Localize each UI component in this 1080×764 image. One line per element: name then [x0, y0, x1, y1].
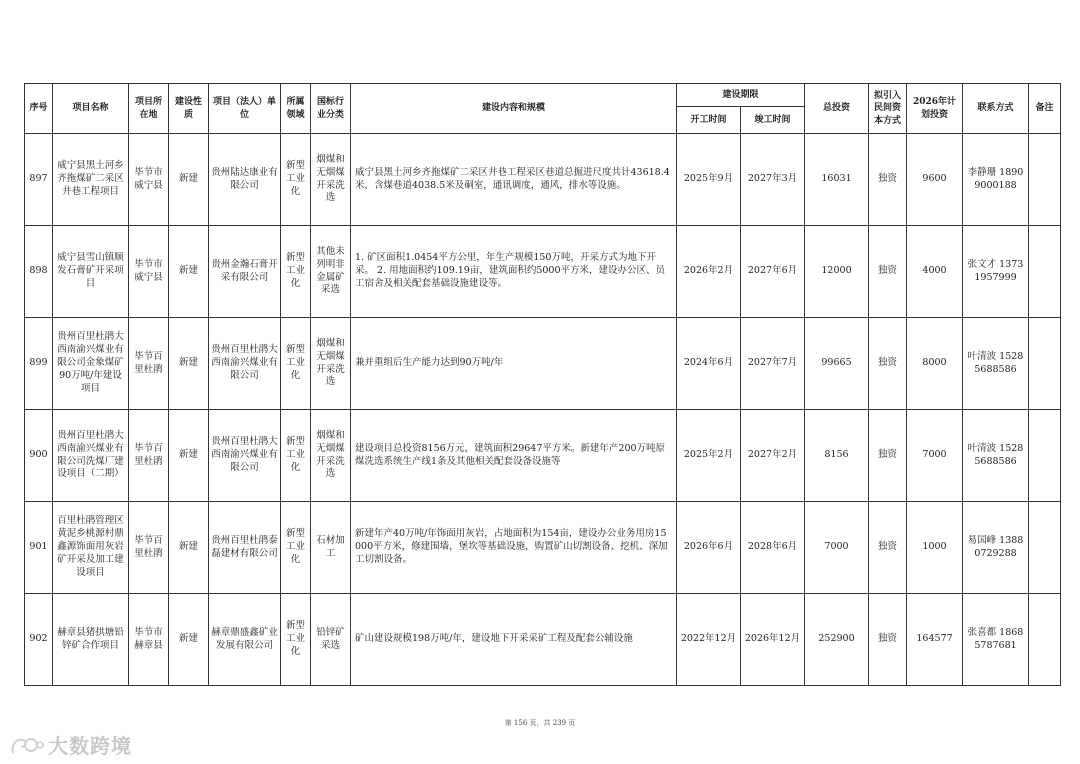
cell-contact: 张文才 13731957999 [963, 226, 1029, 318]
cell-nature: 新建 [169, 502, 209, 594]
cell-field: 新型工业化 [281, 226, 311, 318]
cell-owner: 贵州百里杜鹃大西南渝兴煤业有限公司 [209, 318, 281, 410]
cell-name: 威宁县黑土河乡齐拖煤矿二采区井巷工程项目 [53, 134, 129, 226]
cell-field: 新型工业化 [281, 410, 311, 502]
cell-plan2026: 8000 [907, 318, 963, 410]
header-owner: 项目（法人）单位 [209, 84, 281, 134]
cell-capital: 独资 [869, 502, 907, 594]
cell-owner: 贵州金瀚石膏开采有限公司 [209, 226, 281, 318]
cell-content: 建设项目总投资8156万元，建筑面积29647平方米。新建年产200万吨原煤洗选系统生产线1条及其他相关配套设备设施等 [351, 410, 677, 502]
cell-field: 新型工业化 [281, 134, 311, 226]
cell-remark [1029, 594, 1061, 686]
cell-start: 2025年9月 [677, 134, 741, 226]
watermark [10, 730, 132, 759]
header-remark: 备注 [1029, 84, 1061, 134]
header-period: 建设期限 [677, 84, 805, 107]
table-row [25, 318, 1061, 410]
cell-location: 毕节市威宁县 [129, 226, 169, 318]
cell-content: 威宁县黑土河乡齐拖煤矿二采区井巷工程采区巷道总掘进尺度共计43618.4米，含煤巷道4038.5米及硐室，通讯调度，通风，排水等设施。 [351, 134, 677, 226]
cell-capital: 独资 [869, 318, 907, 410]
cell-remark [1029, 502, 1061, 594]
table-row [25, 134, 1061, 226]
cell-name: 贵州百里杜鹃大西南渝兴煤业有限公司洗煤厂建设项目（二期） [53, 410, 129, 502]
cell-investment: 12000 [805, 226, 869, 318]
cell-name: 威宁县雪山镇顺发石膏矿开采项目 [53, 226, 129, 318]
cell-content: 新建年产40万吨/年饰面用灰岩，占地面积为154亩，建设办公业务用房15000平方米，修建围墙，堡坎等基础设施，购置矿山切割设备、挖机、深加工切割设备。 [351, 502, 677, 594]
cell-end: 2028年6月 [741, 502, 805, 594]
cell-content: 兼并重组后生产能力达到90万吨/年 [351, 318, 677, 410]
cell-capital: 独资 [869, 594, 907, 686]
cell-nature: 新建 [169, 318, 209, 410]
cell-owner: 贵州陆达康业有限公司 [209, 134, 281, 226]
cell-location: 毕节百里杜鹃 [129, 502, 169, 594]
cell-nature: 新建 [169, 594, 209, 686]
cell-seq: 901 [25, 502, 53, 594]
header-industry: 国标行业分类 [311, 84, 351, 134]
cell-investment: 252900 [805, 594, 869, 686]
cell-start: 2026年2月 [677, 226, 741, 318]
cell-end: 2027年3月 [741, 134, 805, 226]
cell-industry: 其他未列明非金属矿采选 [311, 226, 351, 318]
header-plan2026: 2026年计划投资 [907, 84, 963, 134]
cell-nature: 新建 [169, 226, 209, 318]
watermark-text: 大数跨境 [48, 734, 132, 758]
header-field: 所属领域 [281, 84, 311, 134]
cell-field: 新型工业化 [281, 594, 311, 686]
cell-nature: 新建 [169, 134, 209, 226]
header-nature: 建设性质 [169, 84, 209, 134]
header-location: 项目所在地 [129, 84, 169, 134]
cell-location: 毕节百里杜鹃 [129, 410, 169, 502]
cell-owner: 赫章鼎盛鑫矿业发展有限公司 [209, 594, 281, 686]
cell-remark [1029, 410, 1061, 502]
header-end: 竣工时间 [741, 107, 805, 134]
cell-nature: 新建 [169, 410, 209, 502]
cell-plan2026: 7000 [907, 410, 963, 502]
cell-name: 百里杜鹃管理区黄泥乡桃源村鼎鑫源饰面用灰岩矿开采及加工建设项目 [53, 502, 129, 594]
cell-investment: 8156 [805, 410, 869, 502]
cell-location: 毕节市赫章县 [129, 594, 169, 686]
cell-location: 毕节百里杜鹃 [129, 318, 169, 410]
cell-industry: 烟煤和无烟煤开采洗选 [311, 318, 351, 410]
cell-plan2026: 164577 [907, 594, 963, 686]
cell-industry: 烟煤和无烟煤开采洗选 [311, 410, 351, 502]
cell-start: 2025年2月 [677, 410, 741, 502]
table-row [25, 502, 1061, 594]
header-contact: 联系方式 [963, 84, 1029, 134]
header-name: 项目名称 [53, 84, 129, 134]
cell-owner: 贵州百里杜鹃大西南渝兴煤业有限公司 [209, 410, 281, 502]
project-table [24, 83, 1061, 686]
cell-contact: 张喜都 18685787681 [963, 594, 1029, 686]
cell-seq: 897 [25, 134, 53, 226]
cell-end: 2027年7月 [741, 318, 805, 410]
table-row [25, 226, 1061, 318]
cell-contact: 叶清波 15285688586 [963, 318, 1029, 410]
cell-start: 2022年12月 [677, 594, 741, 686]
cell-capital: 独资 [869, 410, 907, 502]
cell-investment: 99665 [805, 318, 869, 410]
cell-contact: 易国峰 13880729288 [963, 502, 1029, 594]
cell-seq: 902 [25, 594, 53, 686]
cell-owner: 贵州百里杜鹃泰磊建材有限公司 [209, 502, 281, 594]
cell-field: 新型工业化 [281, 502, 311, 594]
cell-location: 毕节市威宁县 [129, 134, 169, 226]
cell-investment: 16031 [805, 134, 869, 226]
cell-name: 贵州百里杜鹃大西南渝兴煤业有限公司金象煤矿90万吨/年建设项目 [53, 318, 129, 410]
cell-investment: 7000 [805, 502, 869, 594]
table-row [25, 594, 1061, 686]
cell-field: 新型工业化 [281, 318, 311, 410]
cell-start: 2024年6月 [677, 318, 741, 410]
page-number: 第 156 页，共 239 页 [504, 719, 576, 727]
header-capital: 拟引入民间资本方式 [869, 84, 907, 134]
cell-seq: 899 [25, 318, 53, 410]
watermark-logo-icon [10, 734, 44, 756]
cell-remark [1029, 318, 1061, 410]
header-start: 开工时间 [677, 107, 741, 134]
header-seq: 序号 [25, 84, 53, 134]
cell-plan2026: 4000 [907, 226, 963, 318]
cell-plan2026: 1000 [907, 502, 963, 594]
cell-remark [1029, 226, 1061, 318]
cell-contact: 李静珊 18909000188 [963, 134, 1029, 226]
cell-end: 2027年6月 [741, 226, 805, 318]
cell-start: 2026年6月 [677, 502, 741, 594]
cell-plan2026: 9600 [907, 134, 963, 226]
cell-seq: 900 [25, 410, 53, 502]
cell-content: 矿山建设规模198万吨/年，建设地下开采采矿工程及配套公辅设施 [351, 594, 677, 686]
cell-name: 赫章县猪拱塘铅锌矿合作项目 [53, 594, 129, 686]
cell-industry: 烟煤和无烟煤开采洗选 [311, 134, 351, 226]
cell-remark [1029, 134, 1061, 226]
cell-industry: 石材加工 [311, 502, 351, 594]
cell-end: 2026年12月 [741, 594, 805, 686]
cell-content: 1. 矿区面积1.0454平方公里，年生产规模150万吨，开采方式为地下开采。 2. 用地面积约109.19亩，建筑面积约5000平方米，建设办公区、员工宿舍及相关配套基础设施建设等。 [351, 226, 677, 318]
cell-capital: 独资 [869, 226, 907, 318]
cell-capital: 独资 [869, 134, 907, 226]
cell-industry: 铅锌矿采选 [311, 594, 351, 686]
cell-contact: 叶清波 15285688586 [963, 410, 1029, 502]
cell-seq: 898 [25, 226, 53, 318]
header-content: 建设内容和规模 [351, 84, 677, 134]
header-investment: 总投资 [805, 84, 869, 134]
cell-end: 2027年2月 [741, 410, 805, 502]
table-row [25, 410, 1061, 502]
